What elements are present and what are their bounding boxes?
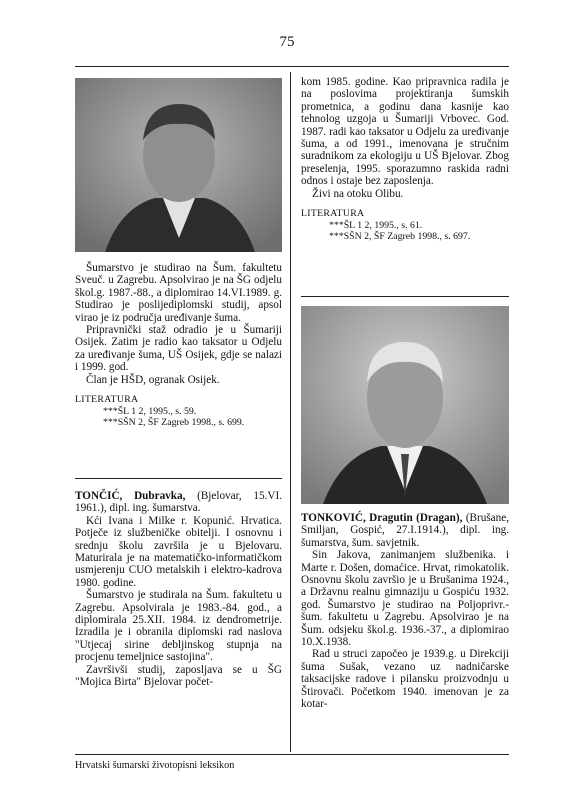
entry-name: TONČIĆ, Dubravka, — [75, 490, 186, 502]
literature-ref: ***ŠL 1 2, 1995., s. 59. — [103, 405, 197, 417]
entry-tonkovic-para-2: Rad u struci započeo je 1939.g. u Direkciji šuma Sušak, vezano uz nadničarske taksacijske radove i pilansku proizvodnju u Štirovači. Početkom 1940. imenovan je za kotar- — [301, 648, 509, 711]
portrait-photo-top — [75, 78, 282, 252]
entry-tonkovic-head — [301, 512, 509, 549]
entry-intro: (Brušane, Smiljan, Gospić, 27.I.1914.), dipl. ing. šumarstva, šum. savjetnik. — [301, 512, 510, 549]
portrait-photo-right — [301, 306, 509, 504]
portrait-image — [301, 306, 509, 504]
entry-top-para-3: Član je HŠD, ogranak Osijek. — [86, 373, 220, 386]
footer-title: Hrvatski šumarski životopisni leksikon — [75, 760, 235, 771]
entry-tonkovic-column — [301, 512, 509, 711]
entry-top-column — [75, 262, 282, 429]
entry-tonkovic-para-1: Sin Jakova, zanimanjem službenika. i Marte r. Došen, domaćice. Hrvat, rimokatolik. Osnovnu školu završio je u Brušanima 1924., a Državnu realnu gimnaziju u Gospiću 1932. god. Šumarstvo je studirao na Poljoprivr.-šum. fakultetu u Zagrebu. Apsolvirao je na Šum. odsjeku škol.g. 1936.-37., a diplomirao 10.X.1938. — [301, 549, 509, 649]
literature-block-top — [75, 394, 282, 429]
entry-name: TONKOVIĆ, Dragutin (Dragan), — [301, 512, 463, 524]
page-number: 75 — [279, 34, 295, 50]
entry-right-top-para-2: Živi na otoku Olibu. — [312, 187, 404, 200]
literature-heading: LITERATURA — [301, 208, 365, 220]
literature-ref: ***SŠN 2, ŠF Zagreb 1998., s. 697. — [329, 231, 471, 243]
entry-top-para-1: Šumarstvo je studirao na Šum. fakultetu Sveuč. u Zagrebu. Apsolvirao je na ŠG odjelu škol.g. 1987.-88., a diplomirao 14.VI.1989. g. Studirao je poslijediplomski studij, apsol virao je iz područja uređivanje šuma. — [75, 262, 282, 324]
literature-ref: ***ŠL 1 2, 1995., s. 61. — [329, 219, 423, 231]
entry-top-para-2: Pripravnički staž odradio je u Šumariji Osijek. Zatim je radio kao taksator u Odjelu za uređivanje šuma, UŠ Osijek, gdje se nalazi i 1999. god. — [75, 324, 282, 374]
entry-toncic-para-3: Završivši studij, zaposljava se u ŠG "Mojica Birta" Bjelovar počet- — [75, 663, 282, 689]
entry-right-top-para: kom 1985. godine. Kao pripravnica radila je na poslovima projektiranja šumskih prometnica, a godinu dana kasnije kao tehnolog uzgoja u Šumariji Vrbovec. God. 1987. radi kao taksator u Odjelu za uređivanje šuma, a od 1991., imenovana je stručnim suradnikom za ekologiju u UŠ Bjelovar. Zbog preselenja, 1995. sporazumno raskida radni odnos i ostaje bez zaposlenja. — [301, 76, 509, 188]
entry-toncic-para-1: Kći Ivana i Milke r. Kopunić. Hrvatica. Potječe iz službeničke obitelji. I osnovnu i srednju školu završila je u Bjelovaru. Maturirala je na matematičko-informatičkom usmjerenju CUO metalskih i elektro-kadrova 1980. godine. — [75, 514, 282, 589]
entry-divider-left — [75, 478, 282, 479]
entry-intro: (Bjelovar, 15.VI. 1961.), dipl. ing. šumarstva. — [75, 490, 283, 515]
portrait-image — [75, 78, 282, 252]
header-rule — [75, 66, 509, 67]
literature-ref: ***SŠN 2, ŠF Zagreb 1998., s. 699. — [103, 417, 245, 429]
literature-block-right — [301, 208, 509, 243]
literature-heading: LITERATURA — [75, 394, 139, 406]
entry-divider-right — [301, 296, 509, 297]
column-divider — [290, 72, 291, 752]
entry-right-top-column — [301, 76, 509, 243]
footer-rule — [75, 754, 509, 755]
entry-toncic-column — [75, 490, 282, 689]
entry-toncic-head — [75, 490, 282, 515]
entry-toncic-para-2: Šumarstvo je studirala na Šum. fakultetu u Zagrebu. Apsolvirala je 1983.-84. god., a diplomirala 25.XII. 1984. iz dendrometrije. Izradila je i obranila diplomski rad naslova "Utjecaj sirine debljinskog stupnja na procjenu temeljnice sastojina". — [75, 589, 282, 664]
